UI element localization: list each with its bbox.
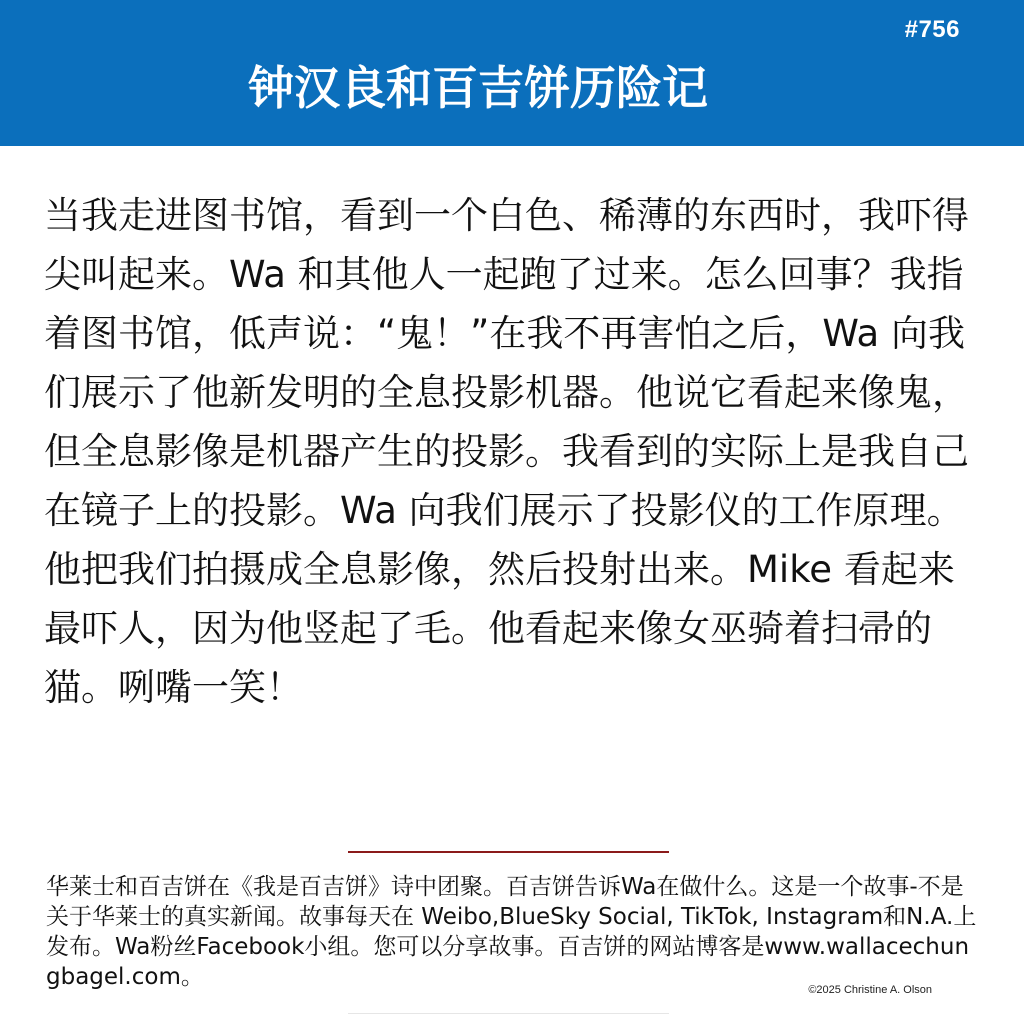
footer-note: 华莱士和百吉饼在《我是百吉饼》诗中团聚。百吉饼告诉Wa在做什么。这是一个故事-不是关于华莱士的真实新闻。故事每天在 Weibo,BlueSky Social, TikTok, Instagram和N.A.上发布。Wa粉丝Facebook小组。您可以分享故事。百吉饼的网站博客是www.wallacechungbagel.com。 (46, 874, 977, 990)
story-text: 当我走进图书馆，看到一个白色、稀薄的东西时，我吓得尖叫起来。Wa 和其他人一起跑了过来。怎么回事？我指着图书馆，低声说：“鬼！”在我不再害怕之后，Wa 向我们展示了他新发明的全息投影机器。他说它看起来像鬼，但全息影像是机器产生的投影。我看到的实际上是我自己在镜子上的投影。Wa 向我们展示了投影仪的工作原理。他把我们拍摄成全息影像，然后投射出来。Mike 看起来最吓人，因为他竖起了毛。他看起来像女巫骑着扫帚的猫。咧嘴一笑！ (44, 194, 969, 709)
copyright-text: ©2025 Christine A. Olson (808, 984, 932, 996)
header-banner (0, 0, 1024, 146)
section-divider (348, 851, 669, 853)
bottom-divider (348, 1013, 669, 1014)
episode-number: #756 (904, 16, 960, 43)
page-title: 钟汉良和百吉饼历险记 (248, 61, 708, 115)
